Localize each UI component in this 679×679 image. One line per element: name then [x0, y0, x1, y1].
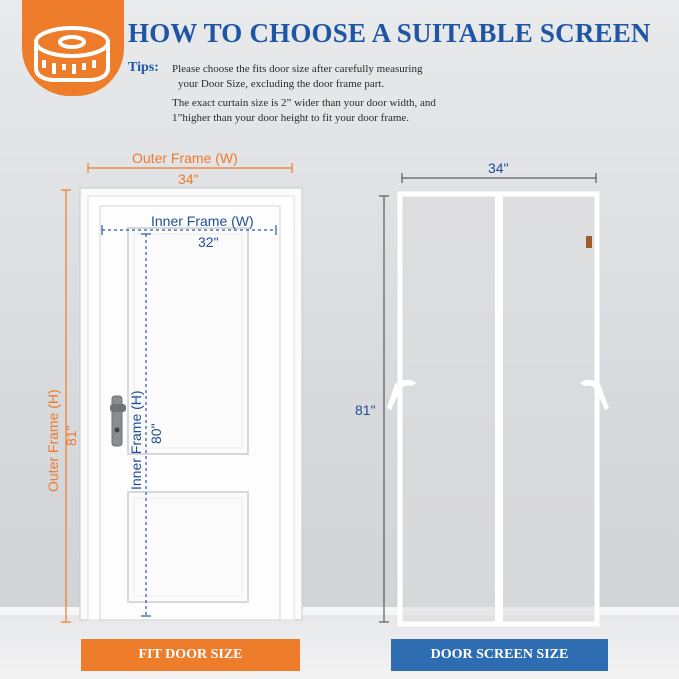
- tip-line-1: Please choose the fits door size after carefully measuring: [172, 63, 423, 75]
- screen-width-value: 34": [488, 160, 509, 176]
- tip-line-4: 1”higher than your door height to fit your door frame.: [172, 112, 410, 124]
- screen-height-value: 81": [355, 402, 376, 418]
- inner-frame-w-value: 32": [198, 234, 219, 250]
- fit-door-size-button[interactable]: FIT DOOR SIZE: [81, 639, 300, 671]
- tip-line-2: your Door Size, excluding the door frame part.: [178, 78, 385, 90]
- outer-frame-h-label: Outer Frame (H): [45, 389, 61, 492]
- door-screen-size-button[interactable]: DOOR SCREEN SIZE: [391, 639, 608, 671]
- outer-frame-w-label: Outer Frame (W): [132, 150, 238, 166]
- tip-line-3: The exact curtain size is 2” wider than your door width, and: [172, 97, 436, 109]
- inner-frame-w-label: Inner Frame (W): [151, 213, 254, 229]
- inner-frame-h-value: 80": [148, 423, 164, 444]
- outer-frame-h-value: 81": [63, 425, 79, 446]
- page-title: HOW TO CHOOSE A SUITABLE SCREEN: [128, 18, 651, 48]
- inner-frame-h-label: Inner Frame (H): [128, 390, 144, 490]
- outer-frame-w-value: 34": [178, 171, 199, 187]
- tips-label: Tips:: [128, 60, 159, 75]
